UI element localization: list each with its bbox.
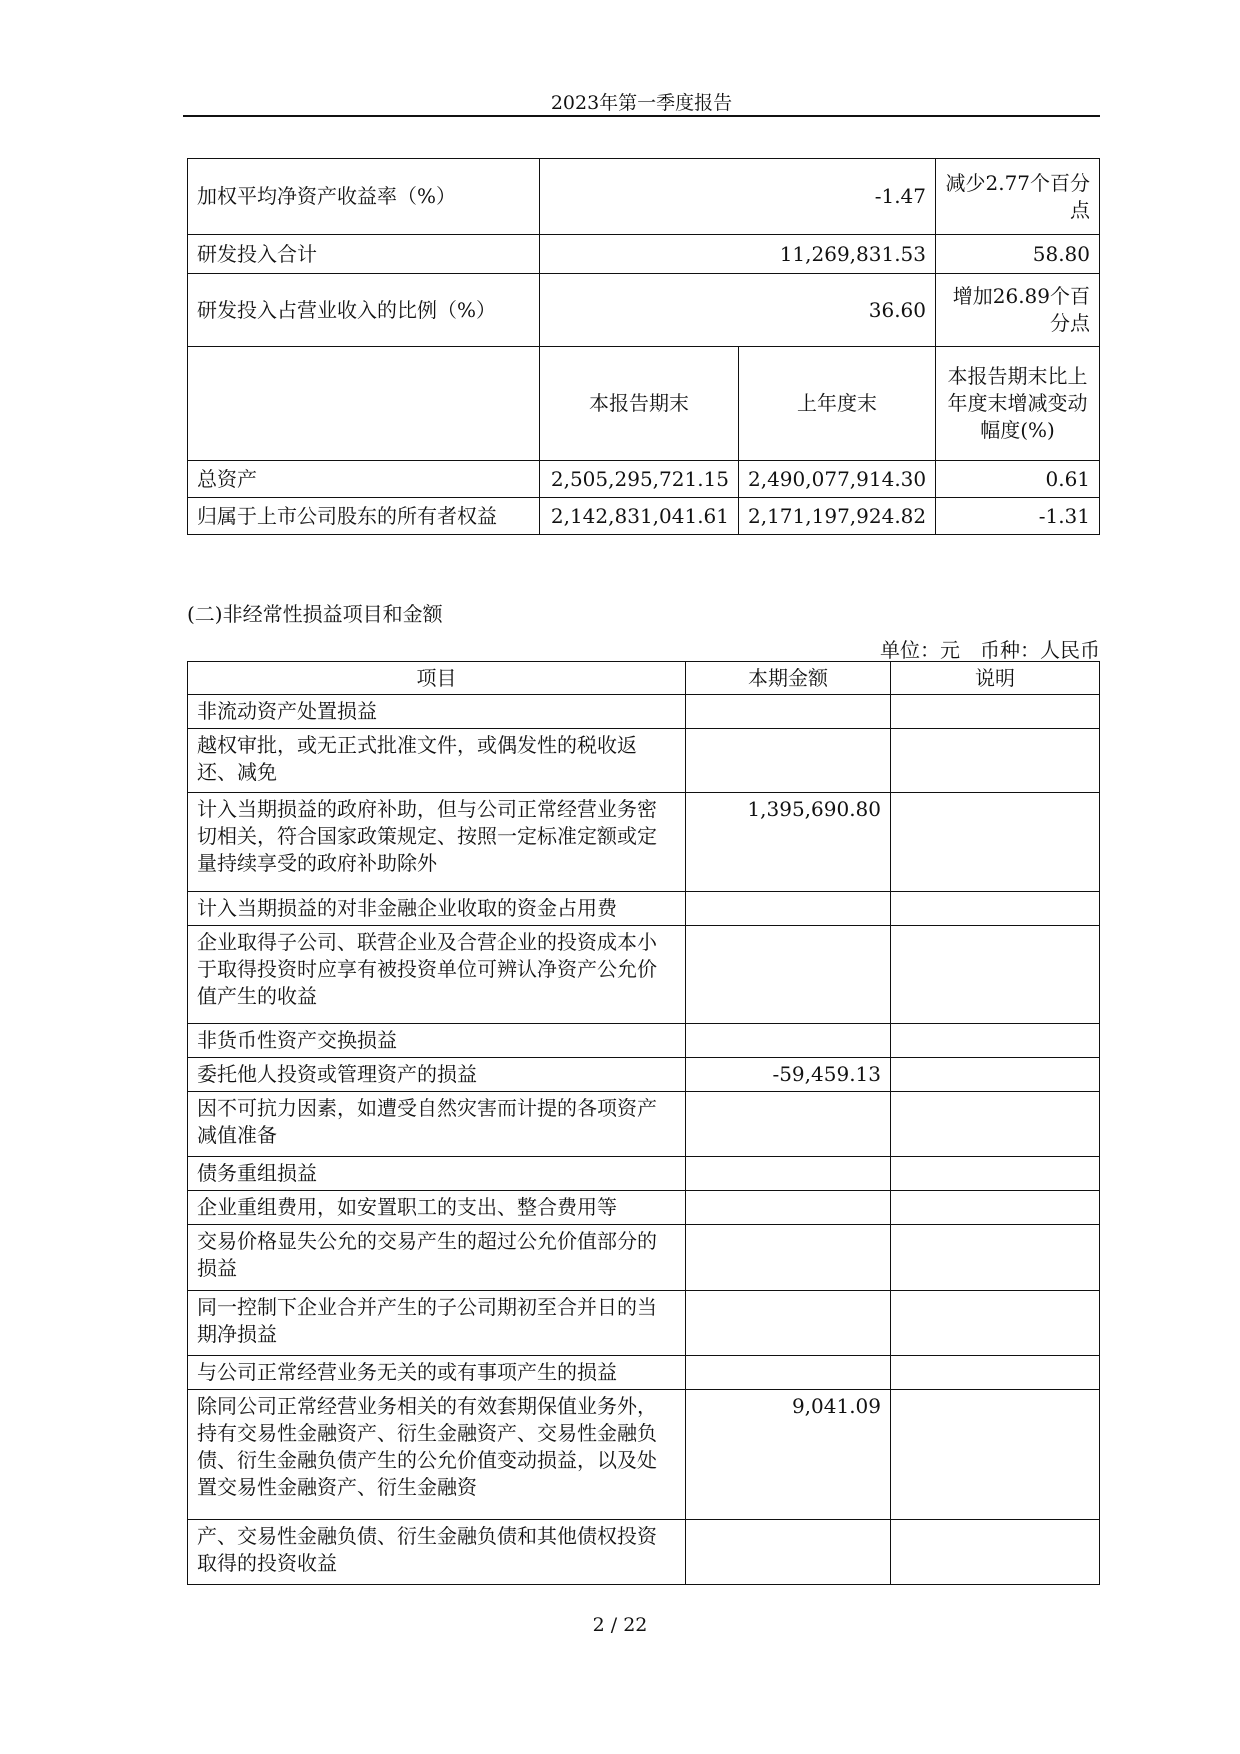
table-row	[188, 1157, 1100, 1191]
row-label: 研发投入合计	[188, 235, 540, 274]
amount-cell: 9,041.09	[686, 1390, 891, 1520]
table-row	[188, 1390, 1100, 1520]
item-cell: 与公司正常经营业务无关的或有事项产生的损益	[188, 1356, 686, 1390]
note-cell	[891, 1356, 1100, 1390]
row-value: 11,269,831.53	[540, 235, 936, 274]
subheader-prior-year: 上年度末	[739, 347, 936, 461]
amount-cell	[686, 1157, 891, 1191]
note-cell	[891, 1520, 1100, 1585]
table-header-row	[188, 662, 1100, 695]
header-rule	[183, 115, 1100, 117]
row-value: -1.47	[540, 159, 936, 235]
table-row	[188, 1291, 1100, 1356]
row-label: 加权平均净资产收益率（%）	[188, 159, 540, 235]
key-indicators-table	[187, 158, 1100, 535]
amount-cell	[686, 926, 891, 1024]
item-cell: 交易价格显失公允的交易产生的超过公允价值部分的损益	[188, 1225, 686, 1291]
item-cell: 企业重组费用，如安置职工的支出、整合费用等	[188, 1191, 686, 1225]
item-cell: 产、交易性金融负债、衍生金融负债和其他债权投资取得的投资收益	[188, 1520, 686, 1585]
table-row	[188, 1356, 1100, 1390]
note-cell	[891, 1225, 1100, 1291]
table-row	[188, 926, 1100, 1024]
subheader-current-period: 本报告期末	[540, 347, 739, 461]
amount-cell	[686, 1092, 891, 1157]
table-row	[188, 1520, 1100, 1585]
item-cell: 债务重组损益	[188, 1157, 686, 1191]
unit-currency-note: 单位：元 币种：人民币	[880, 638, 1100, 662]
header-note: 说明	[891, 662, 1100, 695]
row-change: 0.61	[936, 461, 1100, 498]
note-cell	[891, 892, 1100, 926]
item-cell: 越权审批，或无正式批准文件，或偶发性的税收返还、减免	[188, 729, 686, 793]
amount-cell: 1,395,690.80	[686, 793, 891, 892]
item-cell: 同一控制下企业合并产生的子公司期初至合并日的当期净损益	[188, 1291, 686, 1356]
table-row	[188, 892, 1100, 926]
subheader-empty	[188, 347, 540, 461]
header-item: 项目	[188, 662, 686, 695]
row-label: 研发投入占营业收入的比例（%）	[188, 274, 540, 347]
row-value: 36.60	[540, 274, 936, 347]
item-cell: 委托他人投资或管理资产的损益	[188, 1058, 686, 1092]
table-row	[188, 729, 1100, 793]
table-row	[188, 235, 1100, 274]
amount-cell	[686, 1520, 891, 1585]
item-cell: 因不可抗力因素，如遭受自然灾害而计提的各项资产减值准备	[188, 1092, 686, 1157]
note-cell	[891, 1092, 1100, 1157]
table-row	[188, 1092, 1100, 1157]
amount-cell	[686, 1291, 891, 1356]
amount-cell	[686, 892, 891, 926]
note-cell	[891, 1191, 1100, 1225]
row-prior: 2,171,197,924.82	[739, 498, 936, 535]
amount-cell	[686, 1191, 891, 1225]
note-cell	[891, 1024, 1100, 1058]
item-cell: 企业取得子公司、联营企业及合营企业的投资成本小于取得投资时应享有被投资单位可辨认净资产公允价值产生的收益	[188, 926, 686, 1024]
page-header: 2023年第一季度报告	[550, 92, 733, 114]
non-recurring-items-table	[187, 661, 1100, 1585]
amount-cell	[686, 695, 891, 729]
note-cell	[891, 1390, 1100, 1520]
table-row	[188, 274, 1100, 347]
row-current: 2,142,831,041.61	[540, 498, 739, 535]
amount-cell	[686, 729, 891, 793]
row-current: 2,505,295,721.15	[540, 461, 739, 498]
table-row	[188, 1191, 1100, 1225]
table-row	[188, 1058, 1100, 1092]
amount-cell	[686, 1225, 891, 1291]
note-cell	[891, 793, 1100, 892]
table-row	[188, 498, 1100, 535]
subheader-change-rate: 本报告期末比上年度末增减变动幅度(%)	[936, 347, 1100, 461]
section-title: (二)非经常性损益项目和金额	[187, 602, 443, 626]
amount-cell: -59,459.13	[686, 1058, 891, 1092]
row-prior: 2,490,077,914.30	[739, 461, 936, 498]
note-cell	[891, 926, 1100, 1024]
table-row	[188, 1225, 1100, 1291]
item-cell: 非货币性资产交换损益	[188, 1024, 686, 1058]
table-row	[188, 461, 1100, 498]
amount-cell	[686, 1356, 891, 1390]
note-cell	[891, 1291, 1100, 1356]
header-amount: 本期金额	[686, 662, 891, 695]
note-cell	[891, 1157, 1100, 1191]
item-cell: 非流动资产处置损益	[188, 695, 686, 729]
table-row	[188, 695, 1100, 729]
item-cell: 计入当期损益的对非金融企业收取的资金占用费	[188, 892, 686, 926]
table-subheader-row	[188, 347, 1100, 461]
page-number: 2 / 22	[592, 1614, 648, 1636]
row-label: 总资产	[188, 461, 540, 498]
row-label: 归属于上市公司股东的所有者权益	[188, 498, 540, 535]
note-cell	[891, 729, 1100, 793]
row-change: 减少2.77个百分点	[936, 159, 1100, 235]
table-row	[188, 793, 1100, 892]
row-change: 增加26.89个百分点	[936, 274, 1100, 347]
row-change: -1.31	[936, 498, 1100, 535]
item-cell: 计入当期损益的政府补助，但与公司正常经营业务密切相关，符合国家政策规定、按照一定标准定额或定量持续享受的政府补助除外	[188, 793, 686, 892]
note-cell	[891, 1058, 1100, 1092]
row-change: 58.80	[936, 235, 1100, 274]
table-row	[188, 1024, 1100, 1058]
item-cell: 除同公司正常经营业务相关的有效套期保值业务外，持有交易性金融资产、衍生金融资产、交易性金融负债、衍生金融负债产生的公允价值变动损益，以及处置交易性金融资产、衍生金融资	[188, 1390, 686, 1520]
table-row	[188, 159, 1100, 235]
note-cell	[891, 695, 1100, 729]
amount-cell	[686, 1024, 891, 1058]
